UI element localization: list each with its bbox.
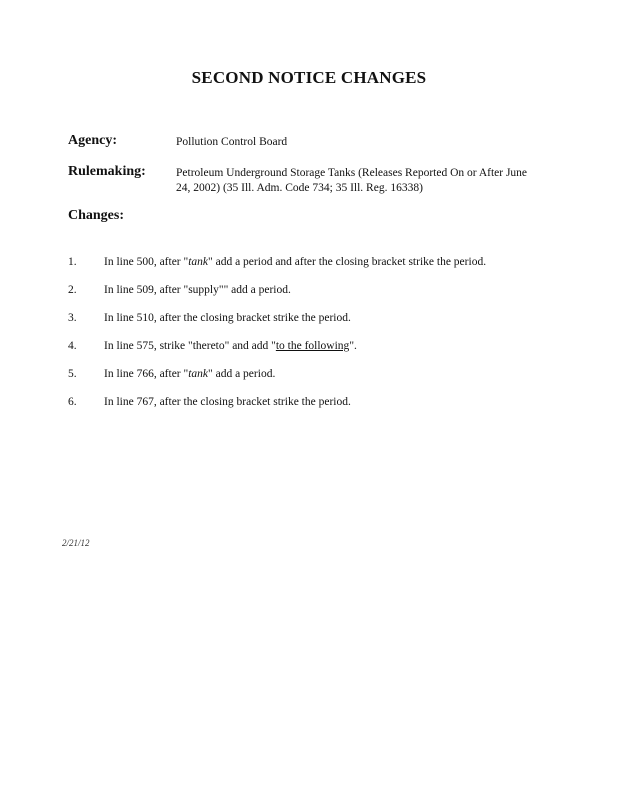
- change-text-pre: In line 575, strike "thereto" and add ": [104, 340, 276, 352]
- change-number: 1.: [68, 256, 77, 268]
- changes-list: [68, 255, 548, 423]
- change-text-pre: In line 767, after the closing bracket strike the period.: [104, 396, 351, 408]
- change-text-pre: In line 510, after the closing bracket strike the period.: [104, 312, 351, 324]
- rulemaking-label: Rulemaking:: [68, 164, 146, 179]
- change-text: [104, 311, 351, 325]
- change-item: [68, 283, 548, 311]
- change-number: 3.: [68, 312, 77, 324]
- change-item: [68, 339, 548, 367]
- change-item: [68, 255, 548, 283]
- rulemaking-value: Petroleum Underground Storage Tanks (Releases Reported On or After June 24, 2002) (35 Ill. Adm. Code 734; 35 Ill. Reg. 16338): [176, 167, 528, 194]
- change-text: [104, 367, 275, 381]
- change-number: 6.: [68, 396, 77, 408]
- change-text: [104, 395, 351, 409]
- change-text-italic: tank: [188, 368, 209, 380]
- change-text-pre: In line 766, after ": [104, 368, 189, 380]
- change-text-underlined: to the following: [275, 340, 350, 352]
- change-number: 4.: [68, 340, 77, 352]
- agency-label: Agency:: [68, 133, 117, 148]
- page-title: SECOND NOTICE CHANGES: [191, 68, 427, 87]
- change-number: 5.: [68, 368, 77, 380]
- change-text-post: " add a period and after the closing bracket strike the period.: [208, 256, 487, 268]
- change-text-italic: tank: [188, 256, 209, 268]
- change-item: [68, 311, 548, 339]
- agency-value: Pollution Control Board: [176, 136, 288, 148]
- footer-date: 2/21/12: [62, 538, 90, 548]
- change-item: [68, 367, 548, 395]
- change-text: [104, 283, 291, 297]
- change-text-tail: ".: [349, 340, 357, 352]
- changes-label: Changes:: [68, 208, 125, 223]
- change-text-post: " add a period.: [208, 368, 276, 380]
- change-text: [104, 339, 357, 353]
- change-text-pre: In line 500, after ": [104, 256, 189, 268]
- change-text: [104, 255, 486, 269]
- change-text-pre: In line 509, after "supply"" add a period.: [104, 284, 291, 296]
- change-item: [68, 395, 548, 423]
- change-number: 2.: [68, 284, 77, 296]
